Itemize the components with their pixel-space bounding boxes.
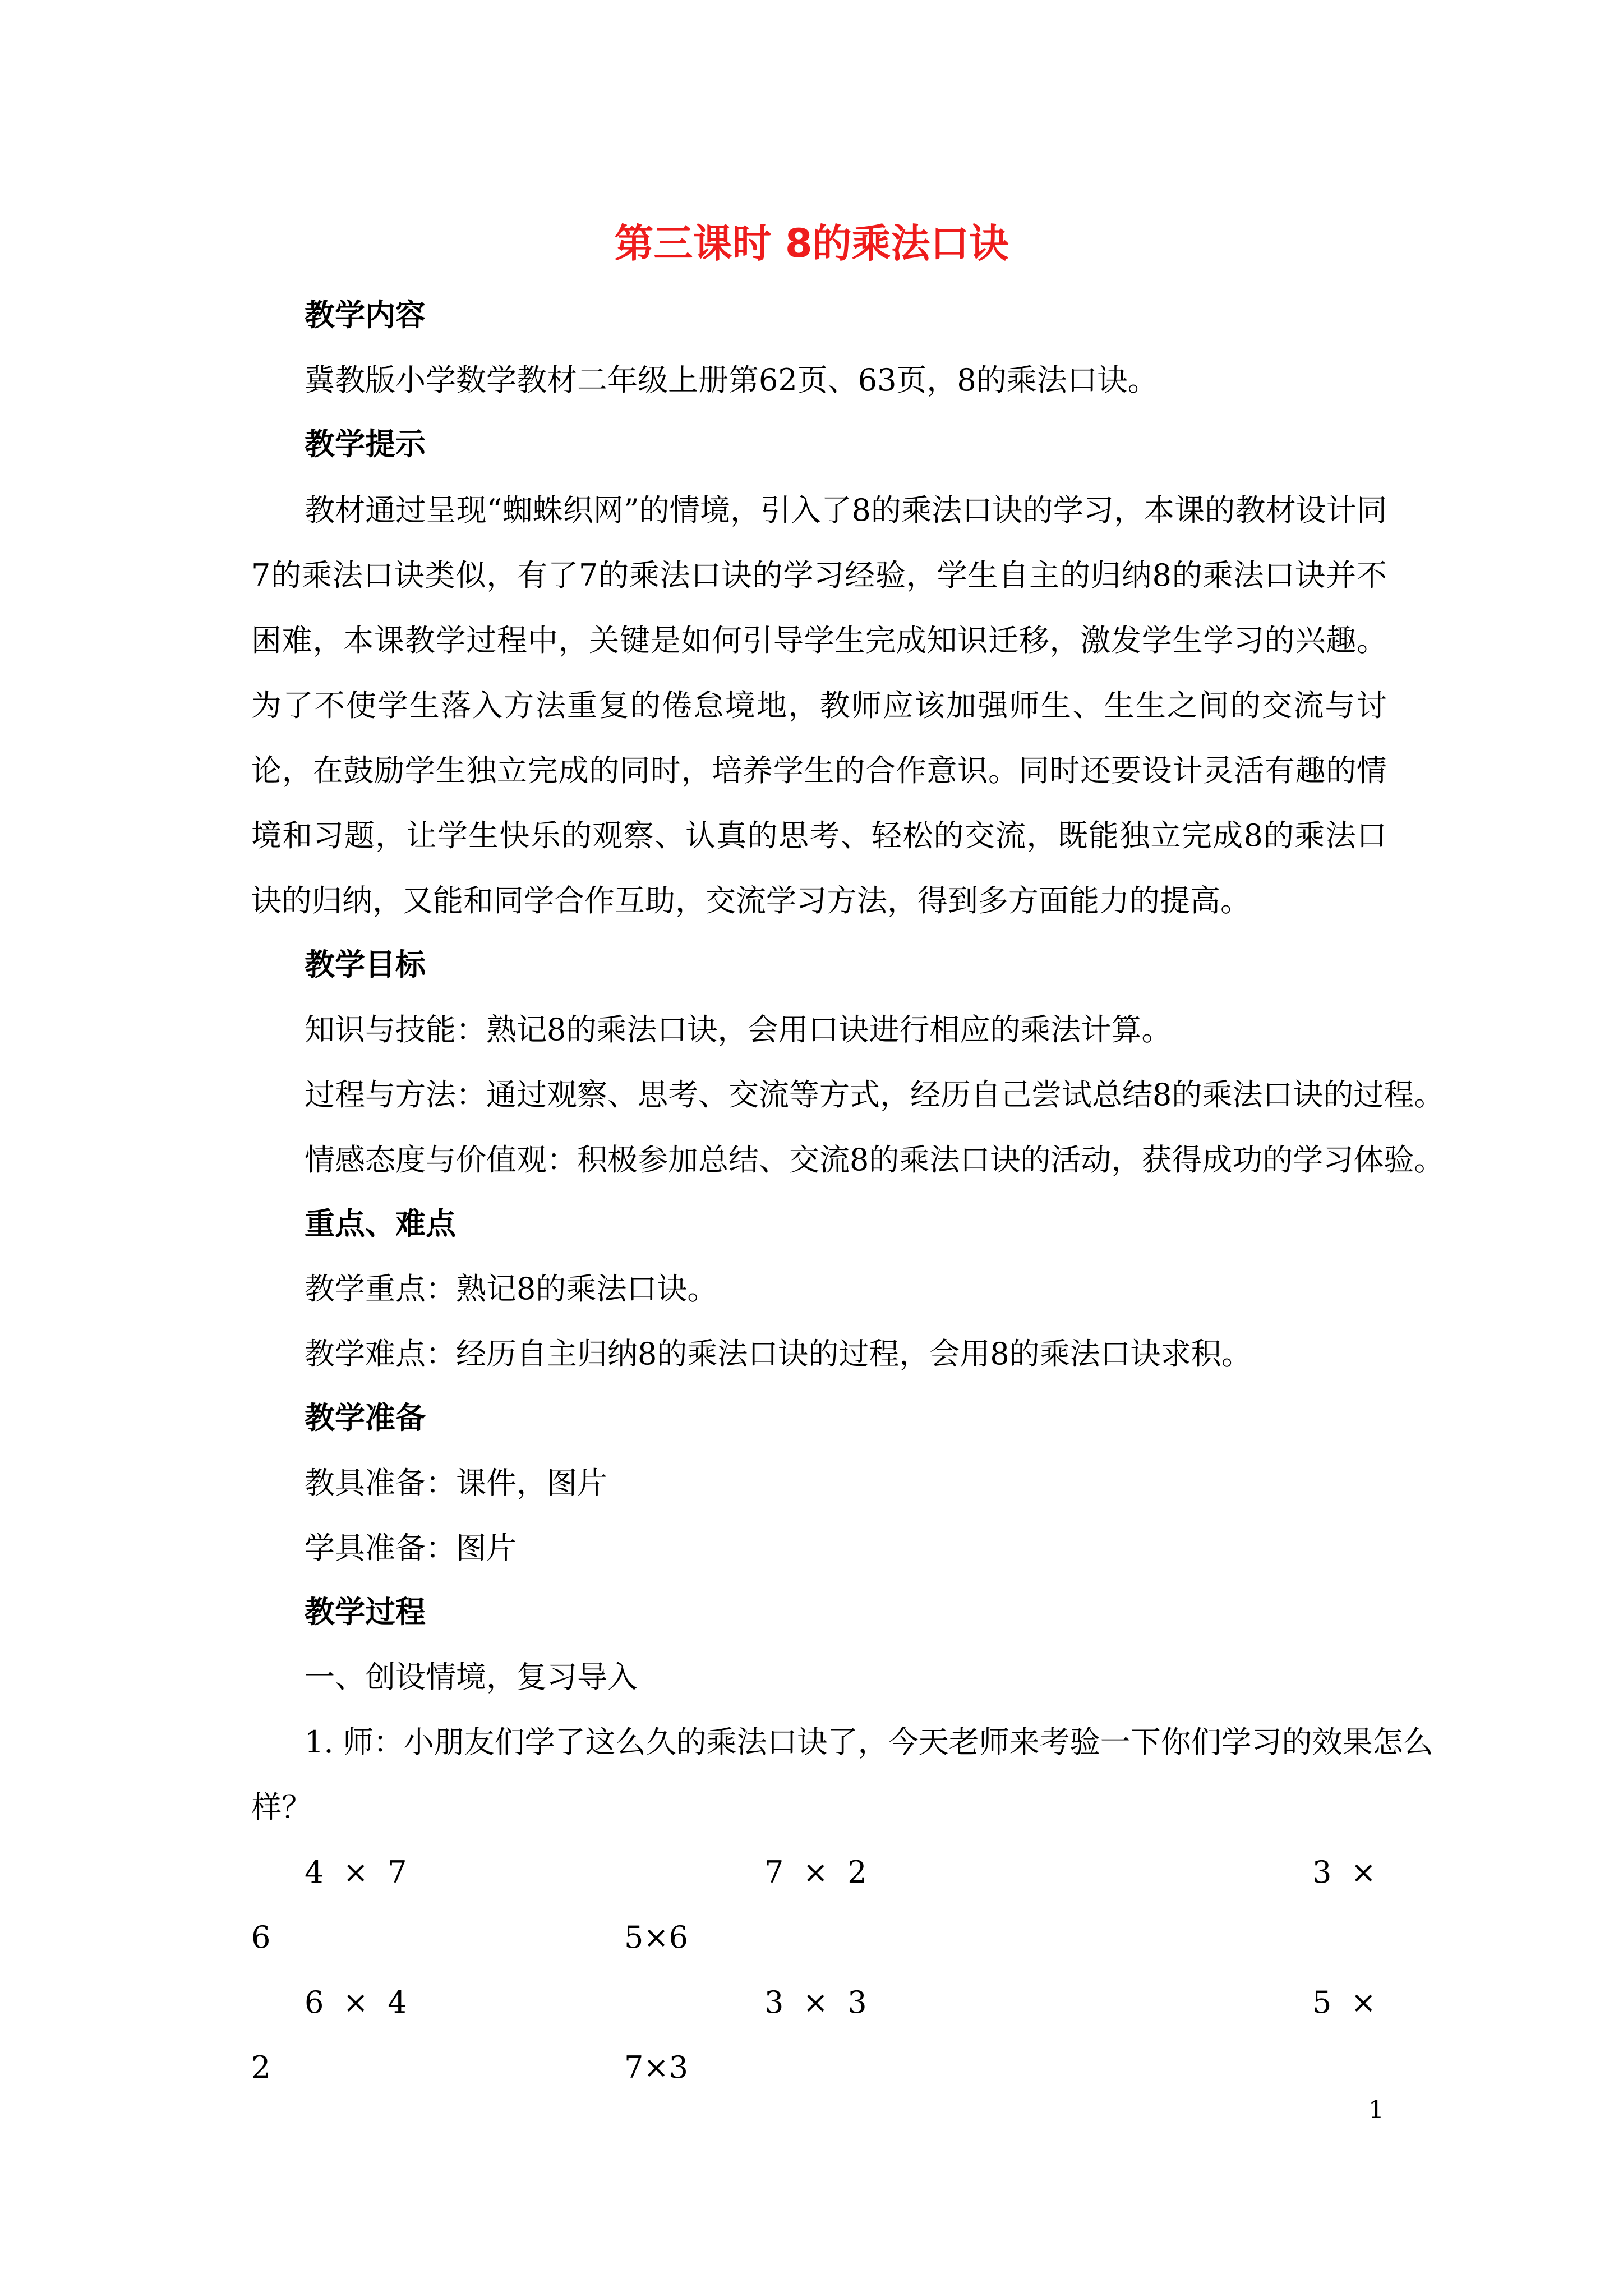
- arith-item: 6 × 4: [305, 1985, 407, 2020]
- heading-content: 教学内容: [305, 297, 426, 333]
- prep-student: 学具准备：图片: [305, 1530, 517, 1566]
- process-step-1-1: 1. 师：小朋友们学了这么久的乘法口诀了，今天老师来考验一下你们学习的效果怎么: [305, 1724, 1433, 1760]
- page-title: 第三课时 8的乘法口诀: [614, 220, 1009, 266]
- content-text: 冀教版小学数学教材二年级上册第62页、63页，8的乘法口诀。: [305, 362, 1158, 398]
- prep-teacher: 教具准备：课件，图片: [305, 1465, 607, 1501]
- heading-process: 教学过程: [305, 1594, 426, 1630]
- key-point: 教学重点：熟记8的乘法口诀。: [305, 1271, 718, 1306]
- process-step-1-1-cont: 样？: [251, 1789, 312, 1825]
- heading-goals: 教学目标: [305, 947, 426, 982]
- difficult-point: 教学难点：经历自主归纳8的乘法口诀的过程，会用8的乘法口诀求积。: [305, 1336, 1252, 1372]
- arith-item: 3 × 3: [764, 1985, 867, 2020]
- heading-hint: 教学提示: [305, 426, 426, 462]
- arith-item: 5 ×: [1312, 1985, 1376, 2020]
- arith-item: 3 ×: [1312, 1855, 1376, 1890]
- arith-item: 4 × 7: [305, 1855, 407, 1890]
- arith-item: 5×6: [624, 1920, 688, 1955]
- heading-preparation: 教学准备: [305, 1400, 426, 1435]
- arith-item: 7 × 2: [764, 1855, 867, 1890]
- arith-item: 6: [251, 1920, 271, 1955]
- arith-item: 2: [251, 2050, 271, 2085]
- heading-key-points: 重点、难点: [305, 1206, 456, 1241]
- arith-item: 7×3: [624, 2050, 688, 2085]
- goal-knowledge: 知识与技能：熟记8的乘法口诀，会用口诀进行相应的乘法计算。: [305, 1012, 1172, 1047]
- goal-attitude: 情感态度与价值观：积极参加总结、交流8的乘法口诀的活动，获得成功的学习体验。: [305, 1142, 1445, 1177]
- page-number: 1: [1368, 2096, 1384, 2124]
- process-step-1: 一、创设情境，复习导入: [305, 1659, 638, 1695]
- hint-paragraph: 教材通过呈现“蜘蛛织网”的情境，引入了8的乘法口诀的学习，本课的教材设计同7的乘法口诀类似，有了7的乘法口诀的学习经验，学生自主的归纳8的乘法口诀并不困难，本课教学过程中，关键是如何引导学生完成知识迁移，激发学生学习的兴趣。为了不使学生落入方法重复的倦怠境地，教师应该加强师生、生生之间的交流与讨论，在鼓励学生独立完成的同时，培养学生的合作意识。同时还要设计灵活有趣的情境和习题，让学生快乐的观察、认真的思考、轻松的交流，既能独立完成8的乘法口诀的归纳，又能和同学合作互助，交流学习方法，得到多方面能力的提高。: [251, 493, 1387, 918]
- goal-process: 过程与方法：通过观察、思考、交流等方式，经历自己尝试总结8的乘法口诀的过程。: [305, 1077, 1445, 1112]
